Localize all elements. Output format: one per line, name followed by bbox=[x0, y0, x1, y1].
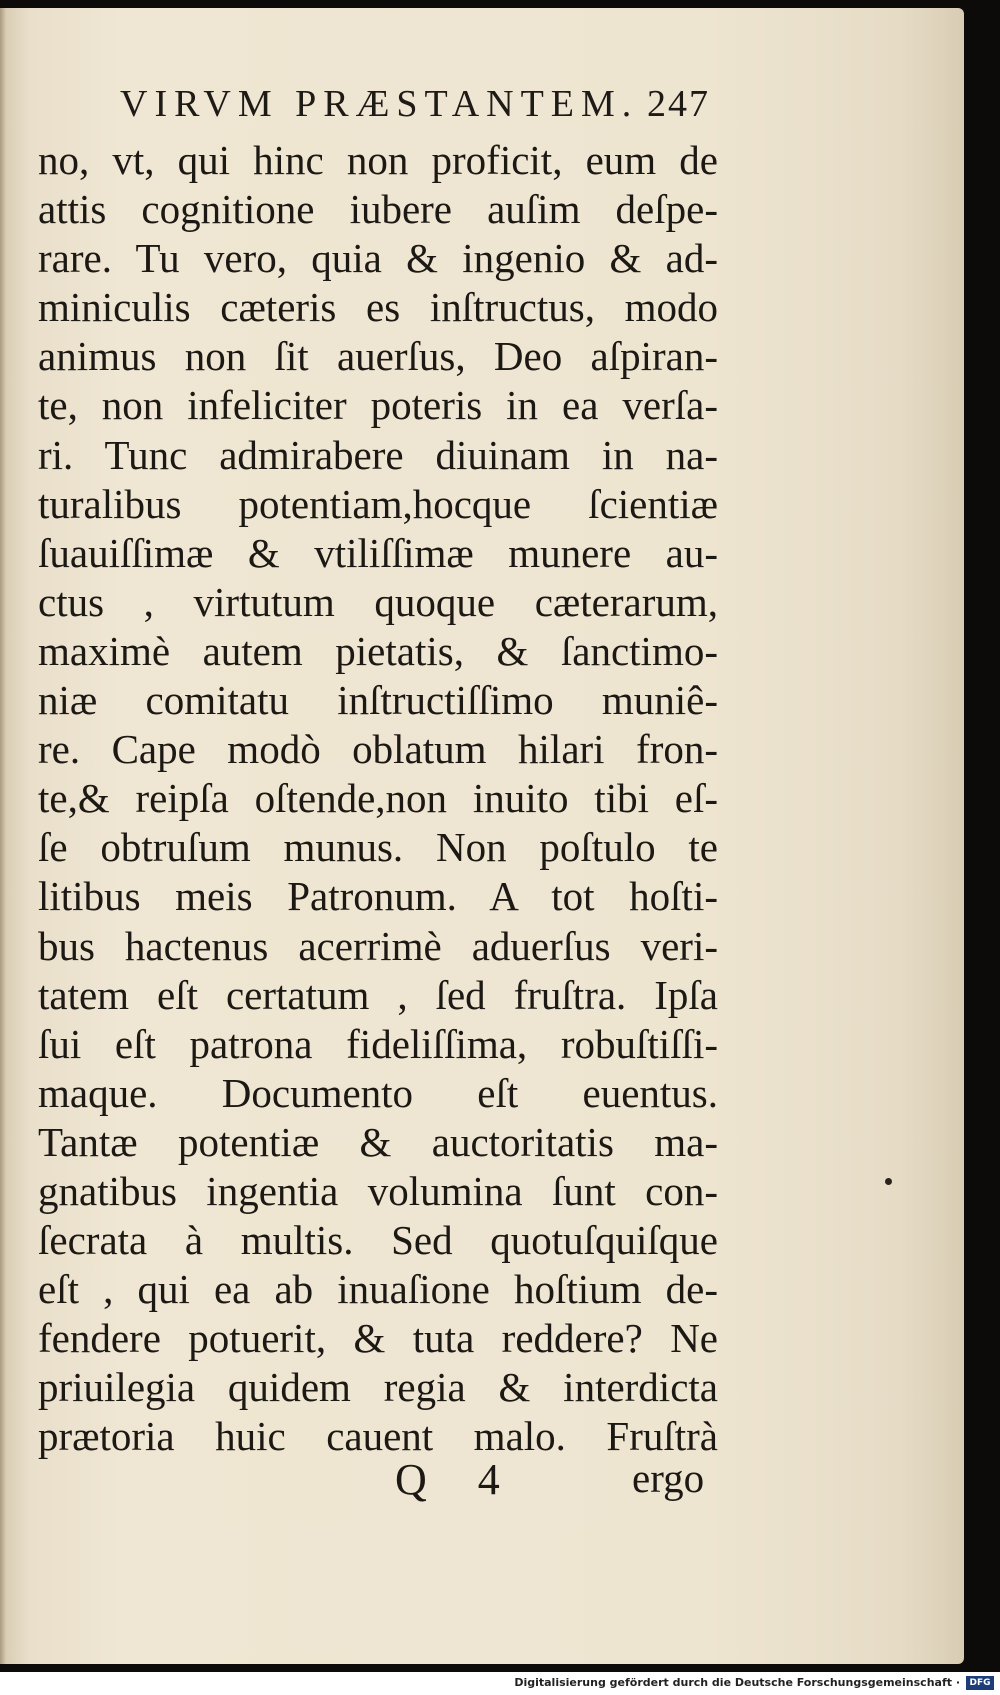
credit-bar bbox=[0, 1672, 1000, 1695]
text-line: Tantæ potentiæ & auctoritatis ma- bbox=[38, 1118, 718, 1165]
text-line: ſecrata à multis. Sed quotuſquiſque bbox=[38, 1217, 718, 1264]
text-line: maque. Documento eſt euentus. bbox=[38, 1069, 718, 1116]
text-line: eſt , qui ea ab inuaſione hoſtium de- bbox=[38, 1266, 718, 1313]
text-line: ſui eſt patrona fideliſſima, robuſtiſſi- bbox=[38, 1020, 718, 1067]
text-line: litibus meis Patronum. A tot hoſti- bbox=[38, 873, 718, 920]
text-line: niæ comitatu inſtructiſſimo muniê- bbox=[38, 677, 718, 724]
text-line: ri. Tunc admirabere diuinam in na- bbox=[38, 431, 718, 478]
ink-speck bbox=[885, 1178, 892, 1185]
book-page bbox=[0, 8, 964, 1664]
running-head: VIRVM PRÆSTANTEM. bbox=[120, 83, 639, 125]
text-line: no, vt, qui hinc non proficit, eum de bbox=[38, 137, 718, 183]
text-line: miniculis cæteris es inſtructus, modo bbox=[38, 284, 718, 331]
page-footer bbox=[0, 1454, 964, 1514]
text-line: bus hactenus acerrimè aduerſus veri- bbox=[38, 922, 718, 969]
catchword: ergo bbox=[632, 1455, 705, 1501]
signature-mark: Q 4 bbox=[395, 1455, 520, 1504]
page-number: 247 bbox=[647, 83, 710, 125]
dfg-logo: DFG bbox=[966, 1676, 994, 1690]
text-line: attis cognitione iubere auſim deſpe- bbox=[38, 186, 718, 233]
text-line: fendere potuerit, & tuta reddere? Ne bbox=[38, 1315, 718, 1362]
text-line: animus non ſit auerſus, Deo aſpiran- bbox=[38, 333, 718, 380]
body-text bbox=[38, 136, 718, 1462]
text-line: gnatibus ingentia volumina ſunt con- bbox=[38, 1167, 718, 1214]
text-line: priuilegia quidem regia & interdicta bbox=[38, 1364, 718, 1411]
text-line: turalibus potentiam,hocque ſcientiæ bbox=[38, 480, 718, 527]
text-line: ſuauiſſimæ & vtiliſſimæ munere au- bbox=[38, 529, 718, 576]
text-line: rare. Tu vero, quia & ingenio & ad- bbox=[38, 235, 718, 282]
text-line: re. Cape modò oblatum hilari fron- bbox=[38, 726, 718, 773]
text-line: te, non infeliciter poteris in ea verſa- bbox=[38, 382, 718, 429]
page-gutter-edge bbox=[0, 8, 6, 1664]
text-line: te,& reipſa oſtende,non inuito tibi eſ- bbox=[38, 775, 718, 822]
text-line: ſe obtruſum munus. Non poſtulo te bbox=[38, 824, 718, 871]
credit-text: Digitalisierung gefördert durch die Deutsche Forschungsgemeinschaft · bbox=[514, 1676, 960, 1689]
text-line: ctus , virtutum quoque cæterarum, bbox=[38, 578, 718, 625]
text-line: tatem eſt certatum , ſed fruſtra. Ipſa bbox=[38, 971, 718, 1018]
page-header bbox=[120, 82, 710, 132]
text-line: maximè autem pietatis, & ſanctimo- bbox=[38, 627, 718, 674]
text-line: prætoria huic cauent malo. Fruſtrà bbox=[38, 1413, 718, 1460]
